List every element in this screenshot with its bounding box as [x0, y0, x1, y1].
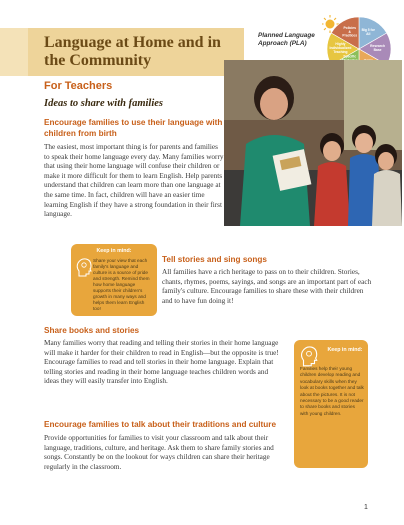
teacher-reading-photo — [224, 60, 402, 226]
subsection-heading: Ideas to share with families — [44, 98, 164, 109]
keep-in-mind-heading: Keep in mind: — [327, 347, 363, 353]
paragraph-stories-songs: All families have a rich heritage to pass on to their children. Stories, chants, rhymes, poems, sayings, and songs are an important part of each family's culture. Encourage families to share these with their children and to have fun doing it! — [162, 268, 372, 305]
paragraph-share-books: Many families worry that reading and telling their stories in their home language will make it harder for their children to read in English—but the opposite is true! Encourage families to read and tell stories in their home language. Explain that telling stories and reading in their home language teaches children words and ideas they will easily transfer into English. — [44, 339, 279, 386]
keep-in-mind-text: Share your view that each family's language and culture is a source of pride and strength. Remind them how home language supports their children's growth in many ways and helps them learn English too! — [93, 258, 150, 311]
title-band — [0, 28, 244, 76]
paragraph-use-language: The easiest, most important thing is for parents and families to speak their home language every day. Many families worry that using their home language will confuse their children or make it more difficult for them to learn English. Help parents understand that children can learn more than one language at the same time. In fact, children will have an easier time learning English if they have a strong foundation in their first language. — [44, 143, 224, 219]
keep-in-mind-text: Families help their young children develop reading and vocabulary skills when they look at books together and talk about the pictures. It is not necessary to be a good reader to share books and stories with young children. — [300, 366, 364, 416]
section-heading: For Teachers — [44, 80, 113, 92]
pla-slice-label: Research Base — [370, 44, 385, 52]
page-title: Language at Home and in the Community — [44, 34, 221, 69]
heading-traditions-culture: Encourage families to talk about their traditions and culture — [44, 420, 277, 429]
heading-share-books: Share books and stories — [44, 326, 140, 335]
pla-label: Planned Language Approach (PLA) — [258, 32, 315, 47]
pla-slice-label: Specific — [343, 54, 357, 59]
heading-stories-songs: Tell stories and sing songs — [162, 255, 267, 264]
page-number: 1 — [364, 504, 368, 511]
pla-slice-label: Policies & Practices — [342, 26, 358, 38]
heading-use-language: Encourage families to use their language with children from birth — [44, 118, 223, 138]
paragraph-traditions-culture: Provide opportunities for families to visit your classroom and talk about their language, traditions, culture, and heritage. Ask them to share family stories and songs. Constantly be on the lookout for ways children can share their heritage regularly in the classroom. — [44, 434, 274, 471]
keep-in-mind-heading: Keep in mind: — [96, 248, 132, 254]
pla-slice-label: Big 5 for All — [361, 28, 375, 36]
pla-slice-label: Highly Individualized Teaching — [329, 42, 352, 54]
keep-in-mind-callout — [294, 340, 368, 468]
head-icon — [300, 346, 318, 368]
keep-in-mind-callout — [71, 244, 157, 316]
